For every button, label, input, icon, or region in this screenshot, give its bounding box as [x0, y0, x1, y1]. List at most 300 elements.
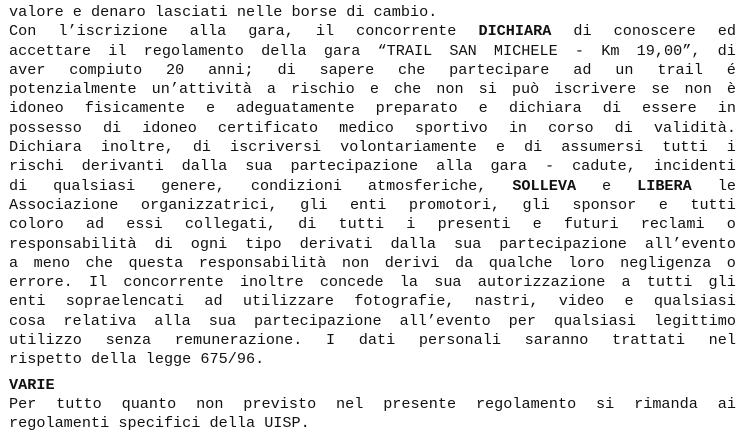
word	[641, 215, 705, 234]
text-segment: l’iscrizione	[58, 22, 168, 41]
text-segment: enti	[9, 292, 46, 311]
word	[206, 99, 215, 118]
word	[419, 331, 501, 350]
word	[339, 215, 385, 234]
word	[494, 42, 558, 61]
text-segment: regolamenti specifici della UISP.	[9, 414, 310, 433]
word	[9, 42, 91, 61]
text-segment: un’attività	[151, 80, 252, 99]
word	[727, 61, 736, 80]
text-segment: coloro	[9, 215, 64, 234]
text-segment: corso	[548, 118, 594, 137]
text-segment: idoneo	[142, 118, 197, 137]
word	[267, 80, 276, 99]
word	[342, 254, 369, 273]
word	[454, 235, 481, 254]
word	[142, 119, 197, 138]
text-segment: futuri	[563, 215, 619, 234]
text-segment: enti	[349, 195, 387, 214]
word	[123, 273, 223, 292]
text-segment: tutti	[338, 215, 385, 234]
text-segment: validità.	[653, 118, 736, 137]
word	[612, 331, 685, 350]
word	[324, 42, 360, 61]
word	[615, 119, 633, 138]
text-line	[9, 414, 736, 433]
text-segment: derivanti	[81, 157, 164, 176]
text-segment: che	[398, 60, 426, 79]
text-segment: rispetto della legge 675/96.	[9, 350, 265, 369]
word	[390, 235, 436, 254]
word	[709, 331, 736, 350]
word	[533, 215, 542, 234]
word	[243, 292, 334, 311]
word	[718, 99, 736, 118]
text-segment: preparato	[375, 99, 458, 118]
word	[9, 254, 18, 273]
word	[161, 177, 225, 196]
text-segment: tutti	[662, 138, 708, 157]
text-segment: ad	[85, 215, 105, 234]
text-segment: le	[717, 176, 736, 195]
text-segment: certificato	[217, 118, 319, 137]
text-segment: MICHELE	[493, 41, 558, 60]
word	[66, 292, 184, 311]
text-segment: da	[454, 253, 474, 272]
word	[415, 119, 488, 138]
word	[523, 196, 550, 215]
word	[254, 312, 382, 331]
text-segment: trail	[657, 60, 703, 79]
word	[596, 395, 614, 414]
text-line	[9, 395, 736, 414]
word	[509, 119, 527, 138]
word	[339, 119, 394, 138]
text-segment: gli	[708, 273, 736, 292]
word	[218, 119, 318, 138]
word	[9, 312, 45, 331]
text-segment: Dichiara	[9, 138, 82, 157]
text-segment: qualsiasi	[553, 311, 636, 330]
text-segment: può	[511, 80, 540, 99]
text-line	[9, 80, 736, 99]
text-segment: 19,00”,	[636, 41, 701, 60]
word	[261, 42, 307, 61]
text-segment: concorrente	[356, 22, 457, 41]
text-segment: potenzialmente	[9, 80, 137, 99]
text-segment: ogni	[190, 234, 228, 253]
text-segment: ad	[573, 60, 592, 79]
text-segment: tutti	[690, 195, 736, 214]
text-segment: aver	[9, 60, 46, 79]
text-segment: condizioni	[250, 176, 342, 195]
text-segment: e	[532, 215, 542, 234]
text-segment: nel	[336, 394, 364, 413]
text-segment: Associazione	[9, 195, 119, 214]
section-heading-varie: VARIE	[9, 375, 55, 394]
word	[709, 273, 736, 292]
text-line	[9, 254, 736, 273]
text-segment: i	[726, 138, 736, 157]
word	[9, 80, 137, 99]
word	[370, 80, 379, 99]
word	[727, 80, 736, 99]
word	[368, 177, 486, 196]
text-segment: dalla	[390, 234, 437, 253]
text-segment: valore e denaro lasciati nelle borse di cambio.	[9, 3, 438, 21]
word	[82, 157, 164, 176]
text-segment: sua	[208, 311, 237, 330]
text-segment: presenti	[437, 215, 511, 234]
word	[154, 312, 190, 331]
text-segment: all’evento	[399, 311, 491, 330]
text-segment: e	[205, 99, 216, 118]
text-segment: non	[436, 80, 464, 99]
word	[129, 254, 184, 273]
word	[336, 395, 363, 414]
text-segment: il	[108, 41, 127, 60]
text-segment: saranno	[524, 331, 589, 350]
word	[196, 395, 223, 414]
text-line	[9, 312, 736, 331]
text-line	[9, 177, 736, 196]
text-segment: a	[621, 273, 631, 292]
word	[479, 80, 497, 99]
text-segment: regolamento	[475, 394, 577, 413]
word	[718, 177, 736, 196]
text-segment: la	[399, 273, 419, 292]
word	[718, 395, 736, 414]
word	[654, 157, 736, 176]
word	[651, 80, 669, 99]
word	[9, 177, 27, 196]
word	[554, 312, 636, 331]
word	[9, 61, 45, 80]
text-segment: e	[495, 138, 505, 157]
word	[245, 157, 272, 176]
text-segment: loro	[568, 253, 605, 272]
text-segment: derivi	[384, 253, 440, 272]
word	[277, 61, 295, 80]
text-segment: compiuto	[69, 60, 143, 79]
word	[300, 196, 327, 215]
word	[152, 80, 252, 99]
text-segment: alla	[436, 157, 473, 176]
word	[718, 22, 736, 41]
text-segment: possesso	[9, 118, 82, 137]
word	[545, 157, 554, 176]
bold-keyword: SOLLEVA	[512, 176, 577, 195]
word	[642, 99, 697, 118]
text-segment: fisicamente	[84, 99, 185, 118]
text-segment: sua	[454, 234, 482, 253]
text-segment: all’evento	[644, 234, 736, 253]
word	[491, 157, 527, 176]
word	[166, 61, 184, 80]
word	[182, 157, 228, 176]
word	[509, 312, 536, 331]
word	[191, 235, 227, 254]
text-segment: tutto	[56, 394, 102, 413]
word	[300, 235, 373, 254]
bold-keyword: LIBERA	[637, 176, 692, 195]
text-segment: adeguatamente	[236, 99, 355, 118]
word	[727, 215, 736, 234]
text-segment: personali	[418, 331, 501, 350]
text-segment: -	[574, 41, 585, 60]
word	[559, 292, 605, 311]
word	[101, 138, 174, 157]
text-segment: remunerazione.	[174, 331, 303, 350]
word	[489, 254, 553, 273]
word	[175, 331, 303, 350]
text-segment: ad	[204, 292, 223, 311]
text-segment: collegati,	[184, 215, 276, 234]
text-segment: I	[326, 331, 336, 350]
text-segment: iscrivere	[554, 80, 637, 99]
word	[400, 312, 491, 331]
word	[141, 196, 278, 215]
text-segment: medico	[339, 118, 394, 137]
text-segment: rischi	[9, 157, 64, 176]
varie-paragraph	[9, 395, 736, 434]
text-segment: quanto	[121, 394, 177, 413]
word	[603, 99, 621, 118]
word	[573, 22, 591, 41]
word	[637, 177, 692, 196]
word	[193, 138, 211, 157]
word	[434, 273, 461, 292]
word	[9, 395, 36, 414]
word	[291, 157, 419, 176]
word	[9, 215, 64, 234]
text-segment: conoscere	[613, 22, 696, 41]
word	[86, 254, 113, 273]
text-segment: relativa	[63, 311, 137, 330]
text-segment: video	[558, 292, 605, 311]
word	[561, 138, 643, 157]
word	[9, 157, 64, 176]
text-segment: iscriversi	[230, 138, 322, 157]
word	[251, 177, 342, 196]
text-segment: organizzatrici,	[140, 195, 278, 214]
text-segment: responsabilità	[9, 234, 137, 253]
text-segment: gli	[522, 195, 550, 214]
text-segment: Il	[88, 273, 108, 292]
document-page	[9, 3, 736, 434]
word	[53, 177, 135, 196]
text-segment: tutti	[646, 273, 693, 292]
word	[614, 22, 696, 41]
word	[122, 395, 177, 414]
word	[478, 273, 606, 292]
word	[243, 395, 316, 414]
text-segment: si	[478, 80, 497, 99]
word	[684, 80, 711, 99]
word	[356, 22, 456, 41]
text-segment: che	[393, 80, 422, 99]
text-segment: gara	[323, 41, 361, 60]
text-segment: di	[573, 22, 592, 41]
text-segment: nastri,	[474, 292, 539, 311]
text-segment: partecipazione	[499, 234, 627, 253]
text-segment: di	[277, 60, 296, 79]
word	[637, 42, 701, 61]
word	[438, 215, 511, 234]
word	[9, 331, 82, 350]
text-line	[9, 196, 736, 215]
text-segment: reclami	[640, 215, 705, 234]
word	[69, 61, 142, 80]
text-segment: senza	[105, 331, 152, 350]
text-segment: Per	[9, 394, 37, 413]
word	[326, 331, 335, 350]
word	[509, 99, 582, 118]
text-segment: legittimo	[653, 311, 736, 330]
text-segment: essi	[126, 215, 163, 234]
word	[449, 42, 476, 61]
text-segment: inoltre,	[100, 138, 174, 157]
text-segment: di	[298, 215, 317, 234]
text-segment: un	[615, 60, 634, 79]
text-segment: cosa	[9, 311, 46, 330]
text-segment: rischio	[291, 80, 355, 99]
word	[236, 99, 354, 118]
text-segment: promotori,	[408, 195, 501, 214]
word	[647, 273, 693, 292]
text-segment: in	[717, 99, 736, 118]
text-segment: -	[544, 157, 555, 176]
text-segment: di	[154, 234, 173, 253]
word	[209, 312, 236, 331]
word	[376, 99, 458, 118]
text-line	[9, 350, 736, 369]
text-segment: previsto	[243, 394, 317, 413]
word	[56, 395, 102, 414]
word	[690, 196, 736, 215]
text-segment: di	[192, 138, 212, 157]
text-segment: regolamento	[143, 41, 244, 60]
word	[240, 273, 304, 292]
word	[572, 196, 636, 215]
text-line	[9, 138, 736, 157]
text-segment: di	[9, 176, 28, 195]
word	[190, 22, 226, 41]
word	[320, 61, 375, 80]
text-line	[9, 215, 736, 234]
text-segment: meno	[33, 253, 71, 272]
word	[499, 235, 627, 254]
text-segment: idoneo	[9, 99, 64, 118]
text-segment: ai	[717, 394, 736, 413]
word	[727, 254, 736, 273]
text-line	[9, 331, 736, 350]
word	[350, 196, 386, 215]
word	[436, 157, 472, 176]
text-segment: gara,	[248, 22, 294, 41]
word	[645, 235, 736, 254]
word	[575, 42, 584, 61]
text-segment: utilizzo	[9, 331, 82, 350]
word	[89, 273, 107, 292]
text-segment: è	[726, 80, 736, 99]
text-segment: qualsiasi	[653, 292, 736, 311]
word	[394, 80, 421, 99]
word	[199, 254, 327, 273]
word	[548, 119, 594, 138]
word	[512, 177, 576, 196]
text-segment: e	[369, 80, 379, 99]
word	[622, 273, 631, 292]
word	[554, 80, 636, 99]
text-segment: di	[602, 99, 621, 118]
word	[34, 254, 70, 273]
text-segment: gli	[300, 195, 328, 214]
text-segment: di	[102, 118, 122, 137]
word	[657, 61, 703, 80]
text-segment: sua	[245, 157, 273, 176]
text-segment: il	[315, 22, 335, 41]
text-segment: e	[624, 292, 634, 311]
word	[85, 99, 185, 118]
text-segment: non	[341, 253, 370, 272]
text-segment: dalla	[181, 157, 228, 176]
word	[409, 196, 500, 215]
word	[9, 138, 82, 157]
word	[86, 215, 104, 234]
word	[9, 292, 45, 311]
text-segment: fotografie,	[354, 292, 455, 311]
text-segment: e	[602, 176, 612, 195]
word	[479, 99, 488, 118]
text-segment: per	[508, 311, 537, 330]
word	[525, 331, 589, 350]
text-segment: di	[717, 41, 736, 60]
word	[204, 292, 222, 311]
text-segment: di	[523, 138, 543, 157]
text-segment: a	[266, 80, 276, 99]
text-segment: alla	[154, 311, 191, 330]
word	[9, 99, 64, 118]
text-line	[9, 42, 736, 61]
text-segment: o	[726, 253, 736, 272]
text-segment: ed	[717, 22, 736, 41]
text-segment: concede	[319, 273, 384, 292]
word	[58, 22, 167, 41]
word	[155, 235, 173, 254]
word	[385, 254, 440, 273]
text-segment: rimanda	[634, 394, 698, 413]
text-segment: qualsiasi	[53, 176, 136, 195]
word	[291, 80, 355, 99]
word	[340, 138, 477, 157]
word	[9, 22, 36, 41]
text-segment: inoltre	[239, 273, 304, 292]
word	[654, 292, 736, 311]
text-segment: assumersi	[561, 138, 644, 157]
word	[572, 157, 636, 176]
word	[564, 215, 619, 234]
word	[354, 292, 454, 311]
word	[478, 22, 551, 41]
liability-paragraph	[9, 3, 736, 370]
word	[449, 61, 549, 80]
text-segment: della	[261, 41, 307, 60]
word	[601, 42, 619, 61]
word	[455, 254, 473, 273]
text-segment: cadute,	[572, 157, 636, 176]
text-segment: partecipare	[449, 60, 550, 79]
